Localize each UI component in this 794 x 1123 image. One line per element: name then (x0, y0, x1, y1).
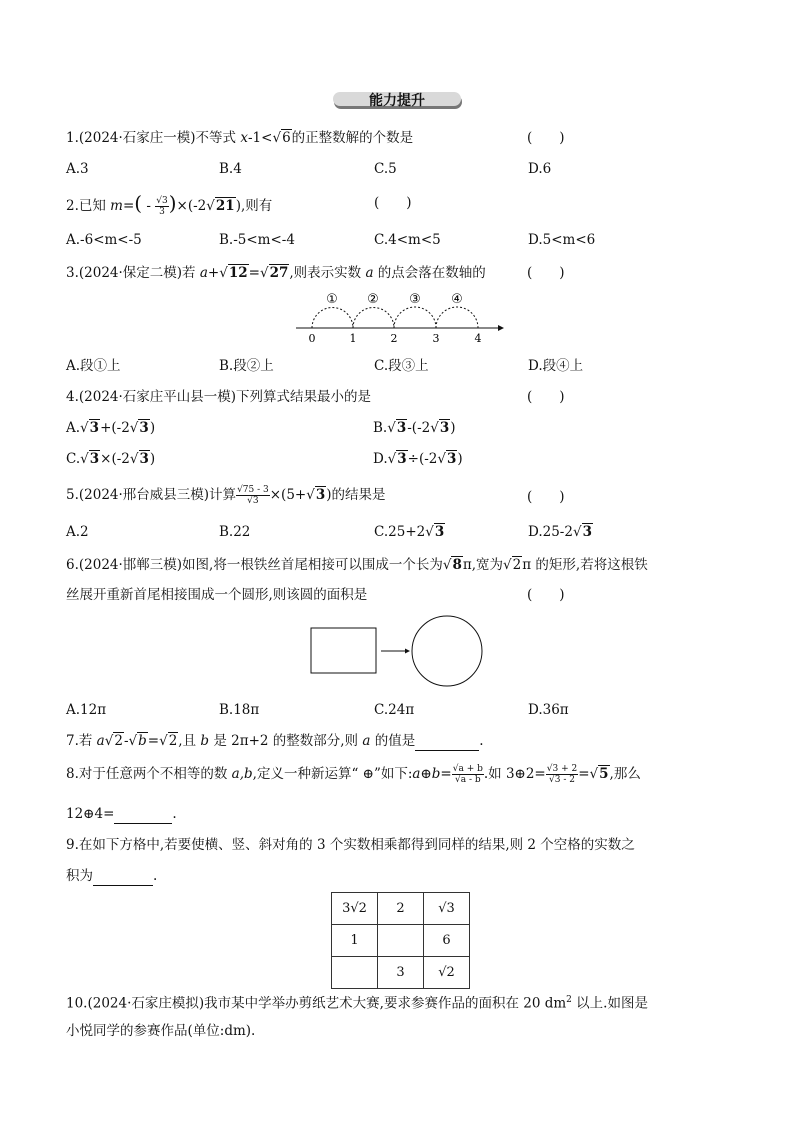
q7-var-b: b (200, 733, 210, 749)
grid-cell: 3 (378, 957, 424, 989)
q1-option-c: C.5 (374, 161, 397, 177)
q8-text-d: = (578, 766, 590, 782)
segment-arc-1 (312, 308, 353, 329)
grid-cell: √3 (424, 893, 470, 925)
q4-d-radicand: 3 (397, 451, 407, 467)
q8-radicand: 5 (599, 766, 609, 782)
q6-text-c: π 的矩形,若将这根铁 (522, 557, 648, 573)
q6-text-b: π,宽为 (462, 557, 504, 573)
q2-text-a: 2.已知 (66, 198, 111, 214)
tick-label-4: 4 (474, 332, 482, 345)
q7-var-a-2: a (362, 733, 371, 749)
q3-var-a: a (199, 265, 208, 281)
q4-option-a-label: A. (66, 420, 81, 436)
segment-label-3: ③ (409, 292, 421, 307)
section-title: 能力提升 (369, 93, 425, 109)
q10-text-a: 10.(2024·石家庄模拟)我市某中学举办剪纸艺术大赛,要求参赛作品的面积在 20 dm (66, 995, 567, 1012)
q9-answer-blank[interactable] (93, 867, 153, 886)
q4-option-a: A.√3+(-2√3) (66, 420, 156, 436)
grid-cell: 2 (378, 893, 424, 925)
q1-text-a: 1.(2024·石家庄一模)不等式 (66, 130, 241, 146)
q8-line-2-text: 12⊕4= (66, 806, 115, 822)
q7-radicand-1: 2 (114, 733, 123, 749)
q3-text-b: + (207, 265, 220, 281)
q9-line-2-text: 积为 (66, 868, 93, 884)
q8-fraction-1 (452, 764, 484, 785)
q5-radicand: 3 (315, 487, 326, 503)
q1-text-c: 的正整数解的个数是 (291, 130, 414, 146)
q5-fraction (236, 485, 270, 506)
q1-option-a: A.3 (66, 161, 89, 177)
q5-option-a: A.2 (66, 524, 89, 540)
q2-text-d: ),则有 (235, 198, 273, 214)
question-10-line-2: 小悦同学的参赛作品(单位:dm). (66, 1023, 256, 1039)
q1-text-b: -1< (247, 130, 273, 146)
q5-answer-paren: ( ) (527, 489, 565, 505)
q1-var-x: x (240, 130, 248, 146)
grid-cell: 1 (332, 925, 378, 957)
q5-frac-num: √75 - 3 (237, 485, 269, 495)
tick-label-0: 0 (308, 332, 316, 345)
question-8-line-1: 8.对于任意两个不相等的数 a,b,定义一种新运算“ ⊕”如下:a⊕b= $\frac{√a + b}{√a - b}$ .如 3⊕2= $\frac{√3 + 2}{√3 - 2}$ =√5,那么 (66, 764, 641, 785)
q2-option-b: B.-5<m<-4 (219, 232, 295, 248)
question-5-stem: 5.(2024·邢台威县三模)计算 $\frac{√75 - 3}{√3}$ ×(5+√3)的结果是 (66, 485, 386, 506)
q1-radicand: 6 (282, 130, 291, 146)
q6-radicand-1: 8 (452, 557, 462, 573)
segment-arc-3 (394, 307, 436, 328)
q7-text-e: 是 2π+2 的整数部分,则 (209, 733, 363, 749)
segment-arc-2 (353, 308, 394, 329)
q7-var-a: a (96, 733, 105, 749)
q2-answer-paren: ( ) (374, 195, 412, 211)
q4-option-b-label: B. (373, 420, 388, 436)
question-10-line-1 (66, 991, 648, 1013)
grid-cell: 3√2 (332, 893, 378, 925)
q1-answer-paren: ( ) (527, 130, 565, 146)
q3-text-d: ,则表示实数 (289, 265, 366, 281)
q8-text-e: ,那么 (609, 766, 641, 782)
q3-sqrt-27: √27 (259, 265, 289, 281)
section-title-banner (333, 92, 463, 112)
q6-option-a: A.12π (66, 702, 107, 718)
q3-text-a: 3.(2024·保定二模)若 (66, 265, 200, 281)
q4-b-radicand: 3 (396, 420, 407, 436)
q5-frac-den: √3 (247, 496, 259, 506)
arrow-icon (405, 649, 410, 654)
q5-option-c-label: C.25+2 (374, 524, 426, 540)
q2-frac-den: 3 (159, 207, 165, 217)
q2-var-m: m (110, 198, 123, 214)
q8-definition: a⊕b= (412, 766, 452, 782)
segment-label-1: ① (326, 292, 338, 307)
q4-c-radicand: 3 (89, 451, 100, 467)
q4-d-radicand-2: 3 (447, 451, 457, 467)
grid-cell: 6 (424, 925, 470, 957)
segment-label-4: ④ (451, 292, 463, 307)
tick-label-3: 3 (432, 332, 440, 345)
question-3-stem (66, 264, 486, 282)
q1-option-b: B.4 (219, 161, 242, 177)
q4-d-op: ÷(-2 (407, 451, 438, 467)
grid-row (332, 957, 470, 989)
q3-var-a-2: a (365, 265, 374, 281)
q1-option-d: D.6 (528, 161, 552, 177)
grid-cell-empty (332, 957, 378, 989)
question-6-line-2: 丝展开重新首尾相接围成一个圆形,则该圆的面积是 (66, 587, 368, 603)
q6-answer-paren: ( ) (527, 587, 565, 603)
q2-radicand: 21 (215, 198, 235, 214)
grid-row (332, 925, 470, 957)
q7-text-c: = (147, 733, 160, 749)
q7-text-b: - (123, 733, 129, 749)
q8-answer-blank[interactable] (114, 805, 172, 824)
q7-answer-blank[interactable] (415, 732, 479, 751)
q1-sqrt-6: √6 (272, 130, 291, 146)
q3-answer-paren: ( ) (527, 265, 565, 281)
grid-row (332, 893, 470, 925)
q2-option-d: D.5<m<6 (528, 232, 596, 248)
question-8-line-2 (66, 805, 177, 824)
q6-option-d: D.36π (528, 702, 569, 718)
q5-text-a: 5.(2024·邢台威县三模)计算 (66, 487, 237, 503)
q3-option-c: C.段③上 (374, 358, 429, 374)
q8-frac1-num: √a + b (452, 764, 483, 774)
q4-c-op: ×(-2 (100, 451, 130, 467)
question-9-line-2 (66, 867, 157, 886)
q2-option-a: A.-6<m<-5 (66, 232, 142, 248)
q3-text-c: = (248, 265, 260, 281)
q9-end: . (153, 868, 158, 884)
number-line-figure (290, 286, 505, 346)
rectangle-to-circle-figure (305, 612, 490, 692)
question-2-stem: 2.已知 m=( - $\frac{√3}{3}$ )×(-2√21),则有 (66, 191, 273, 217)
q5-option-d: D.25-2√3 (528, 524, 592, 540)
q6-option-c: C.24π (374, 702, 415, 718)
q8-text-c: .如 3⊕2= (483, 766, 546, 782)
question-6-line-1: 6.(2024·邯郸三模)如图,将一根铁丝首尾相接可以围成一个长为√8π,宽为√2π 的矩形,若将这根铁 (66, 557, 648, 573)
q8-vars: a,b (231, 766, 253, 782)
q7-radicand-3: 2 (168, 733, 178, 749)
q7-radicand-2: b (138, 733, 147, 749)
q3-option-d: D.段④上 (528, 358, 584, 374)
q5-d-radicand: 3 (582, 524, 592, 540)
q5-option-b: B.22 (219, 524, 251, 540)
q8-fraction-2 (546, 764, 578, 785)
grid-cell: √2 (424, 957, 470, 989)
question-4-stem: 4.(2024·石家庄平山县一模)下列算式结果最小的是 (66, 389, 372, 405)
magic-square-grid (331, 892, 470, 989)
q3-radicand-1: 12 (228, 265, 248, 281)
q3-radicand-2: 27 (269, 265, 289, 281)
q8-end: . (172, 806, 177, 822)
q2-option-c: C.4<m<5 (374, 232, 441, 248)
grid-cell-empty (378, 925, 424, 957)
q5-option-d-label: D.25-2 (528, 524, 573, 540)
question-7-stem: 7.若 a√2-√b=√2,且 b 是 2π+2 的整数部分,则 a 的值是 . (66, 733, 484, 749)
q7-end: . (479, 733, 484, 749)
q10-superscript: 2 (566, 995, 572, 1005)
q2-text-c: ×(-2 (176, 198, 207, 214)
q3-sqrt-12: √12 (219, 265, 248, 281)
axis-arrow-icon (498, 325, 504, 331)
question-9-line-1: 9.在如下方格中,若要使横、竖、斜对角的 3 个实数相乘都得到同样的结果,则 2 个空格的实数之 (66, 837, 635, 853)
segment-label-2: ② (367, 292, 379, 307)
tick-label-2: 2 (390, 332, 398, 345)
q5-text-c: )的结果是 (326, 487, 386, 503)
q7-text-f: 的值是 (370, 733, 416, 749)
q5-option-c: C.25+2√3 (374, 524, 445, 540)
q3-option-b: B.段②上 (219, 358, 274, 374)
q6-option-b: B.18π (219, 702, 260, 718)
q7-text-a: 7.若 (66, 733, 97, 749)
question-1-stem (66, 129, 413, 147)
q8-frac2-den: √3 - 2 (549, 775, 575, 785)
segment-arc-4 (436, 307, 478, 328)
q6-radicand-2: 2 (512, 557, 522, 573)
q8-text-b: ,定义一种新运算“ ⊕”如下: (252, 766, 413, 782)
tick-label-1: 1 (349, 332, 357, 345)
q5-text-b: ×(5+ (269, 487, 307, 503)
rectangle-shape (311, 628, 376, 673)
q4-option-d-label: D. (373, 451, 388, 467)
q6-text-a: 6.(2024·邯郸三模)如图,将一根铁丝首尾相接可以围成一个长为 (66, 557, 443, 573)
q5-c-radicand: 3 (434, 524, 445, 540)
q8-text-a: 8.对于任意两个不相等的数 (66, 766, 232, 782)
q3-text-e: 的点会落在数轴的 (373, 265, 486, 281)
q4-option-c-label: C. (66, 451, 81, 467)
q4-c-radicand-2: 3 (139, 451, 149, 467)
q2-sqrt-21: √21 (206, 198, 235, 214)
q8-frac1-den: √a - b (454, 775, 481, 785)
q4-a-radicand-2: 3 (139, 420, 149, 436)
q7-text-d: ,且 (178, 733, 201, 749)
q2-text-b: = (122, 198, 135, 214)
q10-text-b: 以上.如图是 (571, 995, 648, 1012)
q4-answer-paren: ( ) (527, 389, 565, 405)
q3-option-a: A.段①上 (66, 358, 121, 374)
q8-frac2-num: √3 + 2 (546, 764, 578, 774)
circle-shape (412, 616, 482, 686)
q4-option-c: C.√3×(-2√3) (66, 451, 156, 467)
q4-a-radicand: 3 (89, 420, 100, 436)
q4-option-d: D.√3÷(-2√3) (373, 451, 463, 467)
q4-b-op: -(-2 (407, 420, 431, 436)
q4-option-b: B.√3-(-2√3) (373, 420, 456, 436)
q2-frac-num: √3 (156, 196, 168, 206)
q2-fraction (155, 196, 168, 217)
q4-b-radicand-2: 3 (439, 420, 450, 436)
q4-a-op: +(-2 (100, 420, 130, 436)
